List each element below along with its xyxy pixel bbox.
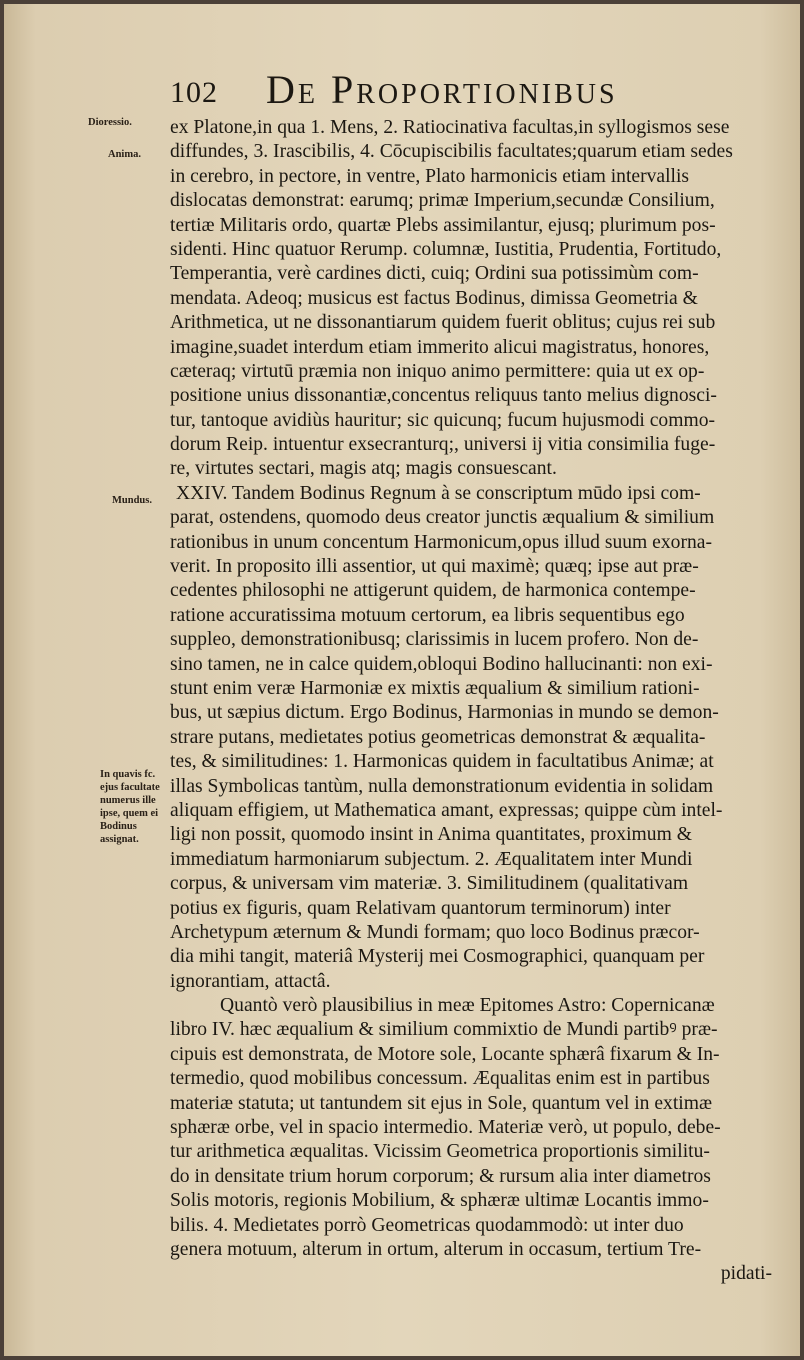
text-line: dia mihi tangit, materiâ Mysterij mei Cosmographici, quanquam per	[170, 946, 705, 968]
text-line: bilis. 4. Medietates porrò Geometricas quodammodò: ut inter duo	[170, 1214, 684, 1236]
text-line: Archetypum æternum & Mundi formam; quo loco Bodinus præcor-	[170, 921, 700, 943]
text-line: illas Symbolicas tantùm, nulla demonstrationum evidentia in solidam	[170, 775, 714, 797]
text-line: ignorantiam, attactâ.	[170, 970, 331, 992]
text-line: cæteraq; virtutū præmia non iniquo animo permittere: quia ut ex op-	[170, 360, 705, 382]
text-line: tur, tantoque avidiùs hauritur; sic quicunq; fucum hujusmodi commo-	[170, 409, 716, 431]
text-line: strare putans, medietates potius geometricas demonstrat & æqualita-	[170, 726, 706, 748]
text-line: materiæ statuta; ut tantundem sit ejus in Sole, quantum vel in extimæ	[170, 1092, 713, 1114]
text-line: sphæræ orbe, vel in spacio intermedio. Materiæ verò, ut populo, debe-	[170, 1117, 721, 1139]
text-line: aliquam effigiem, ut Mathematica amant, expressas; quippe cùm intel-	[170, 799, 723, 821]
text-line: tur arithmetica æqualitas. Vicissim Geometrica proportionis similitu-	[170, 1141, 710, 1163]
text-line: tertiæ Militaris ordo, quartæ Plebs assimilantur, ejusq; plurimum pos-	[170, 214, 716, 236]
text-line: immediatum harmoniarum subjectum. 2. Æqualitatem inter Mundi	[170, 848, 693, 870]
text-line: ligi non possit, quomodo insint in Anima quantitates, proximum &	[170, 824, 692, 846]
running-title: De Proportionibus	[266, 67, 618, 112]
text-line: dorum Reip. intuentur exsecranturq;, universi ij vitia consimilia fuge-	[170, 434, 716, 456]
text-line: mendata. Adeoq; musicus est factus Bodinus, dimissa Geometria &	[170, 287, 698, 309]
margin-note-in-quavis: In quavis fc. ejus facultate numerus ille ipse, quem ei Bodinus assignat.	[100, 769, 160, 845]
text-line: sino tamen, ne in calce quidem,obloqui Bodino hallucinanti: non exi-	[170, 653, 713, 675]
text-line: ex Platone,in qua 1. Mens, 2. Ratiocinativa facultas,in syllogismos sese	[170, 117, 730, 138]
text-line: cedentes philosophi ne attigerunt quidem, de harmonica contempe-	[170, 580, 696, 602]
margin-note-anima: Anima.	[108, 149, 141, 160]
text-line: dislocatas demonstrat: earumq; primæ Imperium,secundæ Consilium,	[170, 190, 715, 212]
text-line: parat, ostendens, quomodo deus creator junctis æqualium & similium	[170, 507, 715, 529]
text-line: diffundes, 3. Irascibilis, 4. Cōcupiscibilis facultates;quarum etiam sedes	[170, 141, 733, 163]
catchword: pidati-	[720, 1263, 772, 1285]
text-line: ratione accuratissima motuum certorum, ea libris sequentibus ego	[170, 604, 685, 626]
book-page	[4, 4, 800, 1356]
margin-note-mundus: Mundus.	[112, 495, 152, 506]
text-line: Arithmetica, ut ne dissonantiarum quidem fuerit oblitus; cujus rei sub	[170, 312, 716, 334]
page-number: 102	[170, 76, 218, 109]
text-line: do in densitate trium horum corporum; & rursum alia inter diametros	[170, 1165, 711, 1187]
margin-note-dioressio: Dioressio.	[88, 117, 132, 128]
text-line: libro IV. hæc æqualium & similium commixtio de Mundi partibꝰ præ-	[170, 1019, 718, 1041]
paragraph-start-line: Quantò verò plausibilius in meæ Epitomes Astro: Copernicanæ	[220, 995, 715, 1017]
body-text	[170, 116, 772, 1287]
text-line: re, virtutes sectari, magis atq; magis consuescant.	[170, 458, 557, 480]
text-line: suppleo, demonstrationibusq; clarissimis in lucem profero. Non de-	[170, 629, 699, 651]
text-line: verit. In proposito illi assentior, ut qui maximè; quæq; ipse aut præ-	[170, 556, 699, 578]
page-header	[170, 66, 780, 110]
text-line: cipuis est demonstrata, de Motore sole, Locante sphærâ fixarum & In-	[170, 1043, 720, 1065]
text-line: bus, ut sæpius dictum. Ergo Bodinus, Harmonias in mundo se demon-	[170, 702, 719, 724]
section-heading-line: XXIV. Tandem Bodinus Regnum à se conscriptum mūdo ipsi com-	[176, 482, 701, 504]
text-line: stunt enim veræ Harmoniæ ex mixtis æqualium & similium rationi-	[170, 677, 700, 699]
text-line: in cerebro, in pectore, in ventre, Plato harmonicis etiam intervallis	[170, 165, 690, 187]
text-line: rationibus in unum concentum Harmonicum,opus illud suum exorna-	[170, 531, 713, 553]
text-line: genera motuum, alterum in ortum, alterum in occasum, tertium Tre-	[170, 1238, 702, 1260]
text-line: Temperantia, verè cardines dicti, cuiq; Ordini sua potissimùm com-	[170, 263, 699, 285]
text-line: Solis motoris, regionis Mobilium, & sphæræ ultimæ Locantis immo-	[170, 1190, 709, 1212]
text-line: sidenti. Hinc quatuor Rerump. columnæ, Iustitia, Prudentia, Fortitudo,	[170, 238, 722, 260]
text-line: tes, & similitudines: 1. Harmonicas quidem in facultatibus Animæ; at	[170, 751, 714, 773]
text-line: positione unius dissonantiæ,concentus reliquus tanto melius dignosci-	[170, 385, 717, 407]
text-line: corpus, & universam vim materiæ. 3. Similitudinem (qualitativam	[170, 873, 689, 895]
text-line: imagine,suadet interdum etiam immerito alicui magistratus, honores,	[170, 336, 710, 358]
text-line: termedio, quod mobilibus concessum. Æqualitas enim est in partibus	[170, 1068, 710, 1090]
text-line: potius ex figuris, quam Relativam quantorum terminorum) inter	[170, 897, 671, 919]
